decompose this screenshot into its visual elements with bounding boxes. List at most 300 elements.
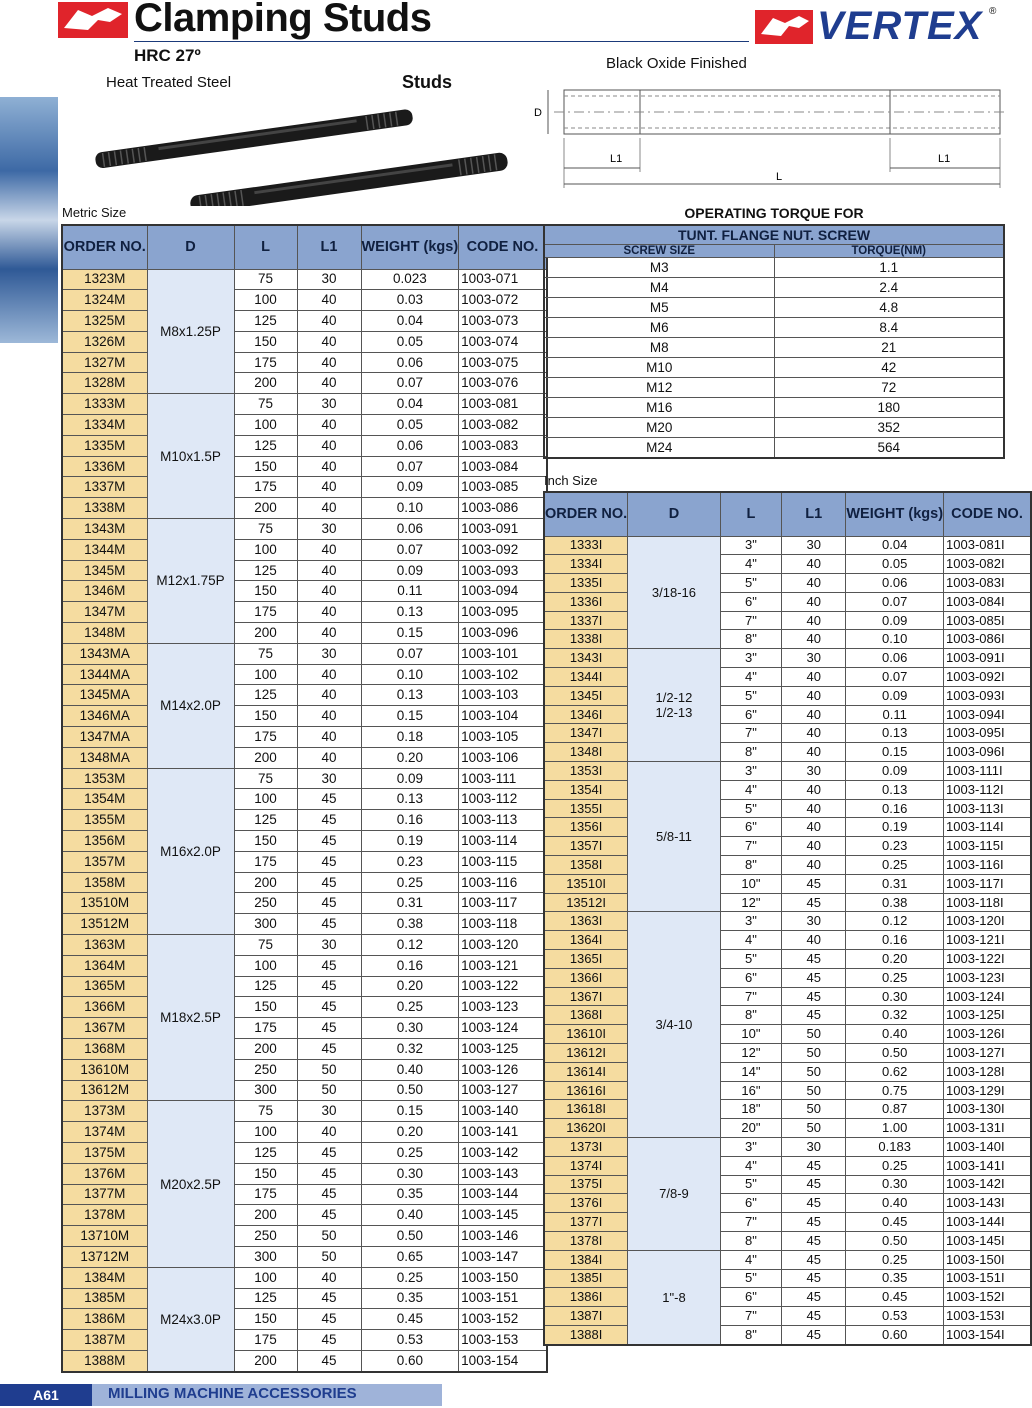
drawing-l1-left: L1 <box>610 153 623 165</box>
table-row <box>544 1100 1031 1119</box>
table-row <box>62 415 547 436</box>
order-no-cell: 1324M <box>62 290 147 311</box>
code-no-cell: 1003-128I <box>944 1062 1031 1081</box>
weight-cell: 0.12 <box>361 935 459 956</box>
l1-cell: 45 <box>782 950 846 969</box>
code-no-cell: 1003-092 <box>459 539 547 560</box>
code-no-cell: 1003-096I <box>944 743 1031 762</box>
order-no-cell: 1348I <box>544 743 628 762</box>
length-cell: 7" <box>720 1213 781 1232</box>
code-no-cell: 1003-123 <box>459 997 547 1018</box>
length-cell: 150 <box>234 1309 297 1330</box>
weight-cell: 0.32 <box>361 1038 459 1059</box>
table-row <box>544 378 1004 398</box>
l1-cell: 30 <box>782 1138 846 1157</box>
length-cell: 4" <box>720 555 781 574</box>
weight-cell: 0.16 <box>846 931 944 950</box>
l1-cell: 45 <box>782 1156 846 1175</box>
order-no-cell: 1334M <box>62 415 147 436</box>
weight-cell: 0.13 <box>361 685 459 706</box>
weight-cell: 0.09 <box>846 762 944 781</box>
code-no-cell: 1003-121 <box>459 955 547 976</box>
thread-size-cell: 7/8-9 <box>628 1138 721 1251</box>
order-no-cell: 1353M <box>62 768 147 789</box>
code-no-cell: 1003-140I <box>944 1138 1031 1157</box>
table-row <box>544 1081 1031 1100</box>
code-no-cell: 1003-129I <box>944 1081 1031 1100</box>
weight-cell: 0.20 <box>361 747 459 768</box>
order-no-cell: 1336M <box>62 456 147 477</box>
order-no-cell: 13510I <box>544 874 628 893</box>
l1-cell: 45 <box>297 955 361 976</box>
table-row <box>544 555 1031 574</box>
l1-cell: 45 <box>297 1205 361 1226</box>
length-cell: 250 <box>234 1226 297 1247</box>
logo-text: VERTEX <box>817 4 983 48</box>
order-no-cell: 1357I <box>544 837 628 856</box>
table-row <box>62 1184 547 1205</box>
code-no-cell: 1003-122I <box>944 950 1031 969</box>
table-row <box>62 269 547 290</box>
length-cell: 8" <box>720 1325 781 1344</box>
weight-cell: 0.25 <box>361 997 459 1018</box>
code-no-cell: 1003-095I <box>944 724 1031 743</box>
length-cell: 5" <box>720 799 781 818</box>
table-row <box>544 1062 1031 1081</box>
length-cell: 6" <box>720 1194 781 1213</box>
header-d: D <box>147 225 234 269</box>
code-no-cell: 1003-085I <box>944 611 1031 630</box>
l1-cell: 45 <box>297 1018 361 1039</box>
order-no-cell: 1385M <box>62 1288 147 1309</box>
l1-cell: 40 <box>297 747 361 768</box>
order-no-cell: 1386I <box>544 1288 628 1307</box>
table-row <box>544 818 1031 837</box>
weight-cell: 0.19 <box>846 818 944 837</box>
l1-cell: 40 <box>782 668 846 687</box>
torque-header-row <box>544 225 1004 245</box>
code-no-cell: 1003-083I <box>944 574 1031 593</box>
header-order-no: ORDER NO. <box>62 225 147 269</box>
l1-cell: 40 <box>297 290 361 311</box>
table-row <box>62 1205 547 1226</box>
table-row <box>62 831 547 852</box>
l1-cell: 45 <box>782 1325 846 1344</box>
table-row <box>544 318 1004 338</box>
order-no-cell: 1384I <box>544 1250 628 1269</box>
length-cell: 100 <box>234 539 297 560</box>
thread-size-cell: M12x1.75P <box>147 519 234 644</box>
weight-cell: 0.16 <box>846 799 944 818</box>
order-no-cell: 1338M <box>62 498 147 519</box>
order-no-cell: 1345I <box>544 686 628 705</box>
code-no-cell: 1003-150 <box>459 1267 547 1288</box>
table-row <box>62 1142 547 1163</box>
length-cell: 14" <box>720 1062 781 1081</box>
torque-title: OPERATING TORQUE FOR <box>684 205 864 221</box>
table-row <box>544 358 1004 378</box>
weight-cell: 0.07 <box>846 668 944 687</box>
weight-cell: 0.05 <box>846 555 944 574</box>
table-row <box>544 1269 1031 1288</box>
order-no-cell: 1326M <box>62 331 147 352</box>
table-row <box>544 649 1031 668</box>
weight-cell: 0.13 <box>361 789 459 810</box>
weight-cell: 0.04 <box>846 536 944 555</box>
l1-cell: 40 <box>297 415 361 436</box>
table-row <box>62 1101 547 1122</box>
weight-cell: 1.00 <box>846 1119 944 1138</box>
table-row <box>544 418 1004 438</box>
order-no-cell: 1354I <box>544 780 628 799</box>
code-no-cell: 1003-150I <box>944 1250 1031 1269</box>
code-no-cell: 1003-144I <box>944 1213 1031 1232</box>
order-no-cell: 1365I <box>544 950 628 969</box>
code-no-cell: 1003-125 <box>459 1038 547 1059</box>
weight-cell: 0.15 <box>361 706 459 727</box>
l1-cell: 40 <box>782 724 846 743</box>
length-cell: 4" <box>720 931 781 950</box>
torque-value-cell: 564 <box>774 438 1004 459</box>
code-no-cell: 1003-141 <box>459 1122 547 1143</box>
table-row <box>62 477 547 498</box>
order-no-cell: 1355I <box>544 799 628 818</box>
weight-cell: 0.11 <box>846 705 944 724</box>
thread-size-cell: 3/4-10 <box>628 912 721 1138</box>
order-no-cell: 1357M <box>62 851 147 872</box>
order-no-cell: 1344MA <box>62 664 147 685</box>
order-no-cell: 1386M <box>62 1309 147 1330</box>
weight-cell: 0.75 <box>846 1081 944 1100</box>
order-no-cell: 1375I <box>544 1175 628 1194</box>
hardness-label: HRC 27º <box>134 46 201 65</box>
l1-cell: 40 <box>297 1122 361 1143</box>
weight-cell: 0.05 <box>361 331 459 352</box>
length-cell: 200 <box>234 1038 297 1059</box>
order-no-cell: 1346MA <box>62 706 147 727</box>
length-cell: 3" <box>720 1138 781 1157</box>
order-no-cell: 1358I <box>544 856 628 875</box>
length-cell: 100 <box>234 290 297 311</box>
table-row <box>544 743 1031 762</box>
l1-cell: 45 <box>297 914 361 935</box>
weight-cell: 0.023 <box>361 269 459 290</box>
code-no-cell: 1003-103 <box>459 685 547 706</box>
order-no-cell: 1347I <box>544 724 628 743</box>
table-row <box>62 747 547 768</box>
drawing-d-label: D <box>534 107 542 119</box>
length-cell: 7" <box>720 987 781 1006</box>
table-row <box>62 768 547 789</box>
weight-cell: 0.31 <box>361 893 459 914</box>
studs-label: Studs <box>402 72 453 92</box>
weight-cell: 0.12 <box>846 912 944 931</box>
l1-cell: 40 <box>782 799 846 818</box>
length-cell: 100 <box>234 955 297 976</box>
table-row <box>62 1330 547 1351</box>
stud-dimension-drawing <box>528 80 1008 192</box>
length-cell: 150 <box>234 456 297 477</box>
code-no-cell: 1003-111I <box>944 762 1031 781</box>
order-no-cell: 13612I <box>544 1044 628 1063</box>
weight-cell: 0.35 <box>846 1269 944 1288</box>
table-row <box>62 789 547 810</box>
thread-size-cell: 3/18-16 <box>628 536 721 649</box>
code-no-cell: 1003-074 <box>459 331 547 352</box>
weight-cell: 0.87 <box>846 1100 944 1119</box>
order-no-cell: 13612M <box>62 1080 147 1101</box>
torque-value-cell: 1.1 <box>774 258 1004 278</box>
weight-cell: 0.20 <box>846 950 944 969</box>
code-no-cell: 1003-140 <box>459 1101 547 1122</box>
torque-value-cell: 42 <box>774 358 1004 378</box>
length-cell: 175 <box>234 851 297 872</box>
length-cell: 250 <box>234 1059 297 1080</box>
code-no-cell: 1003-153 <box>459 1330 547 1351</box>
table-row <box>62 1163 547 1184</box>
l1-cell: 40 <box>297 477 361 498</box>
length-cell: 6" <box>720 818 781 837</box>
order-no-cell: 1333M <box>62 394 147 415</box>
screw-size-cell: M5 <box>544 298 774 318</box>
weight-cell: 0.50 <box>361 1080 459 1101</box>
weight-cell: 0.13 <box>846 780 944 799</box>
code-no-cell: 1003-142I <box>944 1175 1031 1194</box>
code-no-cell: 1003-116 <box>459 872 547 893</box>
length-cell: 10" <box>720 874 781 893</box>
code-no-cell: 1003-151I <box>944 1269 1031 1288</box>
order-no-cell: 1378M <box>62 1205 147 1226</box>
code-no-cell: 1003-082 <box>459 415 547 436</box>
length-cell: 300 <box>234 1246 297 1267</box>
code-no-cell: 1003-114 <box>459 831 547 852</box>
order-no-cell: 1358M <box>62 872 147 893</box>
weight-cell: 0.06 <box>846 574 944 593</box>
l1-cell: 40 <box>297 685 361 706</box>
table-header-row <box>544 492 1031 536</box>
length-cell: 100 <box>234 664 297 685</box>
screw-size-cell: M12 <box>544 378 774 398</box>
table-row <box>62 519 547 540</box>
order-no-cell: 1348MA <box>62 747 147 768</box>
table-row <box>62 560 547 581</box>
weight-cell: 0.40 <box>361 1205 459 1226</box>
weight-cell: 0.60 <box>361 1350 459 1371</box>
header-code-no: CODE NO. <box>459 225 547 269</box>
table-row <box>62 394 547 415</box>
table-header-row <box>62 225 547 269</box>
screw-size-cell: M24 <box>544 438 774 459</box>
length-cell: 7" <box>720 724 781 743</box>
weight-cell: 0.30 <box>361 1163 459 1184</box>
weight-cell: 0.40 <box>846 1194 944 1213</box>
order-no-cell: 1377M <box>62 1184 147 1205</box>
l1-cell: 40 <box>297 560 361 581</box>
length-cell: 6" <box>720 705 781 724</box>
table-row <box>62 1122 547 1143</box>
weight-cell: 0.35 <box>361 1184 459 1205</box>
code-no-cell: 1003-151 <box>459 1288 547 1309</box>
l1-cell: 30 <box>782 912 846 931</box>
length-cell: 8" <box>720 856 781 875</box>
order-no-cell: 1328M <box>62 373 147 394</box>
code-no-cell: 1003-084 <box>459 456 547 477</box>
order-no-cell: 1336I <box>544 592 628 611</box>
code-no-cell: 1003-095 <box>459 602 547 623</box>
thread-size-cell: 1/2-12 1/2-13 <box>628 649 721 762</box>
l1-cell: 40 <box>782 780 846 799</box>
table-row <box>544 799 1031 818</box>
length-cell: 175 <box>234 1330 297 1351</box>
order-no-cell: 1343MA <box>62 643 147 664</box>
torque-value-cell: 8.4 <box>774 318 1004 338</box>
l1-cell: 40 <box>297 456 361 477</box>
torque-header: TUNT. FLANGE NUT. SCREW <box>544 225 1004 245</box>
length-cell: 300 <box>234 914 297 935</box>
table-row <box>544 1194 1031 1213</box>
length-cell: 75 <box>234 643 297 664</box>
order-no-cell: 1345M <box>62 560 147 581</box>
weight-cell: 0.07 <box>361 539 459 560</box>
table-row <box>544 1250 1031 1269</box>
order-no-cell: 1385I <box>544 1269 628 1288</box>
table-row <box>62 976 547 997</box>
logo-mark-icon <box>755 10 813 44</box>
order-no-cell: 13712M <box>62 1246 147 1267</box>
order-no-cell: 1345MA <box>62 685 147 706</box>
table-row <box>544 1175 1031 1194</box>
table-row <box>544 1006 1031 1025</box>
length-cell: 125 <box>234 311 297 332</box>
l1-cell: 45 <box>297 831 361 852</box>
length-cell: 7" <box>720 1307 781 1326</box>
code-no-cell: 1003-094I <box>944 705 1031 724</box>
weight-cell: 0.07 <box>361 456 459 477</box>
weight-cell: 0.09 <box>361 768 459 789</box>
code-no-cell: 1003-117 <box>459 893 547 914</box>
table-row <box>544 1325 1031 1344</box>
l1-cell: 45 <box>297 1350 361 1371</box>
weight-cell: 0.09 <box>846 611 944 630</box>
header-weight: WEIGHT (kgs) <box>846 492 944 536</box>
code-no-cell: 1003-111 <box>459 768 547 789</box>
torque-value-cell: 21 <box>774 338 1004 358</box>
header-l: L <box>720 492 781 536</box>
length-cell: 150 <box>234 581 297 602</box>
product-photo-strip <box>0 97 58 343</box>
l1-cell: 50 <box>297 1080 361 1101</box>
weight-cell: 0.25 <box>846 968 944 987</box>
code-no-cell: 1003-124 <box>459 1018 547 1039</box>
table-row <box>544 1138 1031 1157</box>
l1-cell: 45 <box>297 1142 361 1163</box>
table-row <box>544 278 1004 298</box>
table-row <box>544 1231 1031 1250</box>
weight-cell: 0.10 <box>846 630 944 649</box>
order-no-cell: 13510M <box>62 893 147 914</box>
weight-cell: 0.09 <box>361 477 459 498</box>
footer-section-title: MILLING MACHINE ACCESSORIES <box>108 1385 357 1402</box>
code-no-cell: 1003-114I <box>944 818 1031 837</box>
l1-cell: 45 <box>782 1288 846 1307</box>
length-cell: 5" <box>720 686 781 705</box>
length-cell: 5" <box>720 950 781 969</box>
page-footer <box>0 1384 442 1406</box>
weight-cell: 0.06 <box>846 649 944 668</box>
length-cell: 5" <box>720 574 781 593</box>
length-cell: 150 <box>234 831 297 852</box>
code-no-cell: 1003-093I <box>944 686 1031 705</box>
length-cell: 100 <box>234 1122 297 1143</box>
l1-cell: 40 <box>782 555 846 574</box>
table-row <box>62 435 547 456</box>
l1-cell: 45 <box>297 893 361 914</box>
table-row <box>62 727 547 748</box>
table-row <box>544 874 1031 893</box>
weight-cell: 0.05 <box>361 415 459 436</box>
header-screw-size: SCREW SIZE <box>544 245 774 258</box>
weight-cell: 0.45 <box>846 1288 944 1307</box>
l1-cell: 40 <box>297 435 361 456</box>
code-no-cell: 1003-120I <box>944 912 1031 931</box>
torque-value-cell: 2.4 <box>774 278 1004 298</box>
table-row <box>544 837 1031 856</box>
order-no-cell: 1367M <box>62 1018 147 1039</box>
weight-cell: 0.53 <box>361 1330 459 1351</box>
l1-cell: 40 <box>297 352 361 373</box>
length-cell: 3" <box>720 762 781 781</box>
thread-size-cell: M24x3.0P <box>147 1267 234 1371</box>
length-cell: 150 <box>234 1163 297 1184</box>
order-no-cell: 1368M <box>62 1038 147 1059</box>
order-no-cell: 1367I <box>544 987 628 1006</box>
weight-cell: 0.18 <box>361 727 459 748</box>
brand-eagle-icon <box>58 2 128 38</box>
thread-size-cell: 5/8-11 <box>628 762 721 912</box>
weight-cell: 0.15 <box>846 743 944 762</box>
l1-cell: 50 <box>782 1025 846 1044</box>
code-no-cell: 1003-127I <box>944 1044 1031 1063</box>
order-no-cell: 13616I <box>544 1081 628 1100</box>
weight-cell: 0.04 <box>361 394 459 415</box>
drawing-l1-right: L1 <box>938 153 951 165</box>
order-no-cell: 13710M <box>62 1226 147 1247</box>
inch-size-label: Inch Size <box>544 473 598 488</box>
table-row <box>62 935 547 956</box>
l1-cell: 40 <box>782 856 846 875</box>
table-row <box>62 664 547 685</box>
code-no-cell: 1003-101 <box>459 643 547 664</box>
length-cell: 125 <box>234 560 297 581</box>
order-no-cell: 1337M <box>62 477 147 498</box>
header-order-no: ORDER NO. <box>544 492 628 536</box>
order-no-cell: 1344I <box>544 668 628 687</box>
length-cell: 175 <box>234 352 297 373</box>
length-cell: 125 <box>234 976 297 997</box>
l1-cell: 50 <box>782 1081 846 1100</box>
code-no-cell: 1003-112 <box>459 789 547 810</box>
length-cell: 4" <box>720 1156 781 1175</box>
order-no-cell: 1376I <box>544 1194 628 1213</box>
table-row <box>62 1080 547 1101</box>
length-cell: 150 <box>234 706 297 727</box>
length-cell: 6" <box>720 968 781 987</box>
length-cell: 250 <box>234 893 297 914</box>
studs-illustration <box>88 96 518 206</box>
length-cell: 200 <box>234 747 297 768</box>
weight-cell: 0.10 <box>361 664 459 685</box>
length-cell: 175 <box>234 1184 297 1205</box>
